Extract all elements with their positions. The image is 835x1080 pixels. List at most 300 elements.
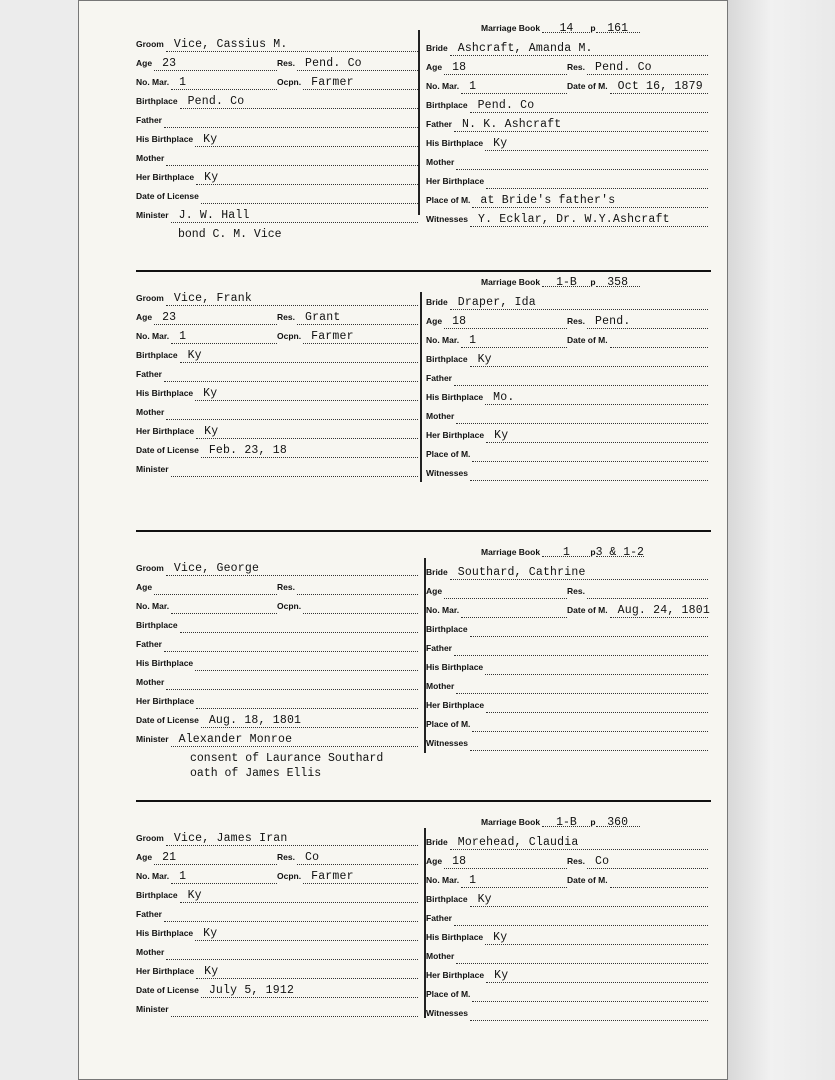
groom-date-of-license xyxy=(136,445,418,458)
groom-father-line xyxy=(164,369,418,382)
bride-age-label: Age xyxy=(426,316,443,326)
bride-no-mar-label: No. Mar. xyxy=(426,875,460,885)
bride-date-of-marriage xyxy=(567,605,708,618)
groom-her-birthplace xyxy=(136,426,418,439)
bride-her-birthplace-line xyxy=(486,700,708,713)
bride-father xyxy=(426,119,708,132)
groom-age-row xyxy=(136,55,418,71)
marriage-book-number: 1-B xyxy=(542,276,590,287)
bride-name-label: Bride xyxy=(426,297,448,307)
bride-no-mar-label: No. Mar. xyxy=(426,605,460,615)
bride-mother-row xyxy=(426,154,708,170)
bride-witnesses xyxy=(426,1008,708,1021)
groom-name xyxy=(136,39,418,52)
groom-birthplace-label: Birthplace xyxy=(136,350,178,360)
groom-res-label: Res. xyxy=(277,312,295,322)
bride-age-label: Age xyxy=(426,586,443,596)
groom-license-row xyxy=(136,982,418,998)
bride-mar-row xyxy=(426,78,708,94)
bride-birthplace-value: Ky xyxy=(477,353,492,366)
groom-age xyxy=(136,312,277,325)
bride-place-row xyxy=(426,192,708,208)
groom-date-of-license-line xyxy=(201,985,418,998)
bride-witnesses-line xyxy=(470,1008,708,1021)
groom-her-birthplace-line xyxy=(196,966,418,979)
bride-age-line xyxy=(444,316,567,329)
groom-birthplace-label: Birthplace xyxy=(136,890,178,900)
column-divider xyxy=(420,292,422,482)
bride-mother-row xyxy=(426,408,708,424)
groom-no-mar xyxy=(136,601,277,614)
groom-his-birthplace-row xyxy=(136,385,418,401)
bride-res xyxy=(567,62,708,75)
groom-minister-value: J. W. Hall xyxy=(178,209,250,222)
marriage-book-label: Marriage Book xyxy=(481,817,541,827)
bride-mother-line xyxy=(456,951,708,964)
bride-birthplace-value: Pend. Co xyxy=(477,99,535,112)
groom-no-mar-line xyxy=(171,331,277,344)
bride-row xyxy=(426,294,708,310)
groom-his-birthplace-line xyxy=(195,134,418,147)
bride-date-of-marriage-label: Date of M. xyxy=(567,875,608,885)
groom-name xyxy=(136,833,418,846)
bride-his-birthplace-label: His Birthplace xyxy=(426,138,484,148)
groom-no-mar xyxy=(136,77,277,90)
bride-res-label: Res. xyxy=(567,856,585,866)
bride-mother-row xyxy=(426,948,708,964)
bride-age xyxy=(426,856,567,869)
bride-name xyxy=(426,43,708,56)
groom-father-line xyxy=(164,909,418,922)
bride-age xyxy=(426,586,567,599)
bride-her-birthplace-row xyxy=(426,427,708,443)
bride-birthplace-line xyxy=(470,624,708,637)
bride-his-birthplace xyxy=(426,662,708,675)
bride-her-birthplace-row xyxy=(426,173,708,189)
bride-father-row xyxy=(426,370,708,386)
groom-his-birthplace-label: His Birthplace xyxy=(136,658,194,668)
groom-minister-label: Minister xyxy=(136,1004,169,1014)
groom-mother-label: Mother xyxy=(136,947,165,957)
groom-res-value: Grant xyxy=(304,311,341,324)
groom-ocpn-value: Farmer xyxy=(311,76,354,89)
groom-no-mar-line xyxy=(171,77,277,90)
record-divider xyxy=(136,800,711,802)
bride-witnesses-row xyxy=(426,211,708,227)
bride-mother xyxy=(426,951,708,964)
bride-birthplace xyxy=(426,354,708,367)
groom-date-of-license xyxy=(136,715,418,728)
groom-minister-label: Minister xyxy=(136,734,169,744)
bride-name-value: Morehead, Claudia xyxy=(457,836,579,849)
groom-age-label: Age xyxy=(136,852,153,862)
groom-mar-row xyxy=(136,328,418,344)
groom-mother xyxy=(136,947,418,960)
bride-name-line xyxy=(450,43,708,56)
bride-no-mar-label: No. Mar. xyxy=(426,81,460,91)
groom-father xyxy=(136,909,418,922)
bride-her-birthplace-value: Ky xyxy=(494,429,509,442)
groom-age-value: 23 xyxy=(162,57,177,70)
bride-mother-line xyxy=(456,411,708,424)
bride-mother-label: Mother xyxy=(426,951,455,961)
groom-no-mar-label: No. Mar. xyxy=(136,871,170,881)
bride-res-value: Pend. Co xyxy=(594,61,652,74)
bride-father-value: N. K. Ashcraft xyxy=(461,118,562,131)
bride-mother xyxy=(426,411,708,424)
groom-no-mar xyxy=(136,871,277,884)
groom-birthplace xyxy=(136,96,418,109)
bride-father-label: Father xyxy=(426,913,452,923)
groom-date-of-license-label: Date of License xyxy=(136,985,199,995)
groom-age-value: 23 xyxy=(162,311,177,324)
groom-name xyxy=(136,293,418,306)
bride-his-birthplace-line xyxy=(485,138,708,151)
groom-row xyxy=(136,36,418,52)
bride-her-birthplace-row xyxy=(426,967,708,983)
bride-date-of-marriage-value: Aug. 24, 1801 xyxy=(617,604,710,617)
bride-witnesses-row xyxy=(426,1005,708,1021)
groom-her-birthplace xyxy=(136,172,418,185)
bride-res xyxy=(567,586,708,599)
bride-age-row xyxy=(426,313,708,329)
column-divider xyxy=(418,30,420,215)
groom-no-mar-value: 1 xyxy=(179,330,187,343)
groom-no-mar-label: No. Mar. xyxy=(136,331,170,341)
bride-place-of-marriage xyxy=(426,195,708,208)
groom-minister-line xyxy=(171,734,418,747)
groom-his-birthplace-row xyxy=(136,131,418,147)
groom-his-birthplace-row xyxy=(136,925,418,941)
groom-res-value: Pend. Co xyxy=(304,57,362,70)
bride-name-value: Draper, Ida xyxy=(457,296,536,309)
bride-her-birthplace-label: Her Birthplace xyxy=(426,176,485,186)
groom-minister-row xyxy=(136,731,418,747)
groom-ocpn xyxy=(277,871,418,884)
groom-age xyxy=(136,58,277,71)
groom-date-of-license-value: Aug. 18, 1801 xyxy=(208,714,302,727)
bride-birthplace xyxy=(426,624,708,637)
bride-date-of-marriage-label: Date of M. xyxy=(567,605,608,615)
groom-birthplace-line xyxy=(180,350,418,363)
groom-minister-row xyxy=(136,207,418,223)
bride-mar-row xyxy=(426,872,708,888)
bride-age-value: 18 xyxy=(452,61,467,74)
bride-his-birthplace-line xyxy=(485,932,708,945)
bride-his-birthplace-row xyxy=(426,929,708,945)
groom-her-birthplace-label: Her Birthplace xyxy=(136,696,195,706)
groom-his-birthplace-label: His Birthplace xyxy=(136,928,194,938)
groom-age-line xyxy=(154,58,277,71)
bride-father-line xyxy=(454,373,708,386)
groom-mother-row xyxy=(136,674,418,690)
page-number: 358 xyxy=(596,276,640,287)
groom-name-label: Groom xyxy=(136,39,164,49)
groom-his-birthplace xyxy=(136,928,418,941)
record-note: oath of James Ellis xyxy=(190,767,322,780)
groom-her-birthplace-label: Her Birthplace xyxy=(136,172,195,182)
groom-ocpn-value: Farmer xyxy=(311,330,354,343)
groom-res-label: Res. xyxy=(277,582,295,592)
bride-father-label: Father xyxy=(426,373,452,383)
bride-place-of-marriage-label: Place of M. xyxy=(426,449,471,459)
bride-age-row xyxy=(426,853,708,869)
bride-her-birthplace-row xyxy=(426,697,708,713)
groom-res-line xyxy=(297,852,418,865)
bride-his-birthplace-value: Mo. xyxy=(493,391,515,404)
groom-birthplace-value: Ky xyxy=(187,889,202,902)
groom-res-label: Res. xyxy=(277,58,295,68)
bride-res-line xyxy=(587,62,708,75)
groom-minister-label: Minister xyxy=(136,464,169,474)
groom-father xyxy=(136,115,418,128)
bride-name xyxy=(426,837,708,850)
groom-birthplace-value: Ky xyxy=(187,349,202,362)
bride-place-row xyxy=(426,986,708,1002)
groom-birthplace-line xyxy=(180,620,418,633)
bride-place-row xyxy=(426,446,708,462)
bride-date-of-marriage-line xyxy=(610,875,708,888)
scan-right-margin xyxy=(728,0,835,1080)
bride-her-birthplace-line xyxy=(486,176,708,189)
bride-birthplace-line xyxy=(470,100,708,113)
bride-birthplace-row xyxy=(426,621,708,637)
groom-ocpn xyxy=(277,77,418,90)
bride-her-birthplace-label: Her Birthplace xyxy=(426,700,485,710)
groom-minister-row xyxy=(136,1001,418,1017)
groom-his-birthplace xyxy=(136,658,418,671)
bride-mother-label: Mother xyxy=(426,681,455,691)
bride-her-birthplace-line xyxy=(486,970,708,983)
groom-age-row xyxy=(136,309,418,325)
groom-her-birthplace-line xyxy=(196,426,418,439)
bride-her-birthplace xyxy=(426,970,708,983)
bride-witnesses-row xyxy=(426,465,708,481)
groom-father-line xyxy=(164,639,418,652)
groom-name-label: Groom xyxy=(136,293,164,303)
groom-father-row xyxy=(136,636,418,652)
groom-her-birthplace-value: Ky xyxy=(204,965,219,978)
bride-mother-label: Mother xyxy=(426,157,455,167)
groom-name-line xyxy=(166,833,418,846)
bride-no-mar xyxy=(426,81,567,94)
groom-his-birthplace-line xyxy=(195,388,418,401)
bride-no-mar-line xyxy=(461,335,567,348)
groom-ocpn-line xyxy=(303,601,418,614)
groom-name-value: Vice, Cassius M. xyxy=(173,38,288,51)
groom-mar-row xyxy=(136,598,418,614)
bride-witnesses-label: Witnesses xyxy=(426,738,468,748)
bride-date-of-marriage-value: Oct 16, 1879 xyxy=(617,80,703,93)
groom-res-value: Co xyxy=(304,851,320,864)
bride-name-label: Bride xyxy=(426,837,448,847)
groom-date-of-license xyxy=(136,985,418,998)
groom-mar-row xyxy=(136,74,418,90)
page-label: p xyxy=(590,547,596,557)
bride-place-row xyxy=(426,716,708,732)
groom-minister xyxy=(136,1004,418,1017)
groom-ocpn-line xyxy=(303,331,418,344)
groom-mother xyxy=(136,153,418,166)
groom-minister xyxy=(136,734,418,747)
groom-minister xyxy=(136,210,418,223)
bride-father-row xyxy=(426,640,708,656)
groom-minister-label: Minister xyxy=(136,210,169,220)
groom-his-birthplace-value: Ky xyxy=(203,133,218,146)
groom-age-value: 21 xyxy=(162,851,177,864)
groom-minister-line xyxy=(171,210,418,223)
bride-witnesses-value: Y. Ecklar, Dr. W.Y.Ashcraft xyxy=(477,213,670,226)
bride-his-birthplace-row xyxy=(426,135,708,151)
bride-his-birthplace-line xyxy=(485,392,708,405)
groom-ocpn xyxy=(277,601,418,614)
marriage-book-label: Marriage Book xyxy=(481,547,541,557)
groom-name-line xyxy=(166,293,418,306)
bride-no-mar-line xyxy=(461,81,567,94)
bride-place-of-marriage-line xyxy=(472,449,708,462)
bride-his-birthplace-value: Ky xyxy=(493,137,508,150)
bride-res-line xyxy=(587,316,708,329)
groom-birthplace xyxy=(136,620,418,633)
groom-no-mar-line xyxy=(171,601,277,614)
groom-birthplace-row xyxy=(136,617,418,633)
groom-father-label: Father xyxy=(136,909,162,919)
groom-her-birthplace-label: Her Birthplace xyxy=(136,966,195,976)
bride-witnesses-line xyxy=(470,738,708,751)
bride-witnesses-line xyxy=(470,214,708,227)
bride-place-of-marriage-line xyxy=(472,195,708,208)
bride-his-birthplace xyxy=(426,392,708,405)
groom-birthplace-row xyxy=(136,887,418,903)
groom-name xyxy=(136,563,418,576)
groom-mother-row xyxy=(136,944,418,960)
bride-witnesses-label: Witnesses xyxy=(426,1008,468,1018)
bride-birthplace-label: Birthplace xyxy=(426,624,468,634)
groom-mother-line xyxy=(166,153,418,166)
bride-name-line xyxy=(450,837,708,850)
bride-row xyxy=(426,40,708,56)
groom-res-line xyxy=(297,582,418,595)
groom-father xyxy=(136,369,418,382)
groom-mother-line xyxy=(166,677,418,690)
bride-no-mar xyxy=(426,875,567,888)
groom-mother-line xyxy=(166,947,418,960)
groom-row xyxy=(136,830,418,846)
groom-his-birthplace-value: Ky xyxy=(203,927,218,940)
bride-res xyxy=(567,316,708,329)
bride-res-line xyxy=(587,856,708,869)
groom-birthplace-line xyxy=(180,890,418,903)
groom-ocpn-label: Ocpn. xyxy=(277,331,302,341)
groom-name-line xyxy=(166,563,418,576)
groom-his-birthplace-line xyxy=(195,928,418,941)
groom-his-birthplace xyxy=(136,388,418,401)
groom-birthplace xyxy=(136,890,418,903)
bride-age-line xyxy=(444,62,567,75)
bride-name-line xyxy=(450,297,708,310)
groom-mother-label: Mother xyxy=(136,153,165,163)
bride-age xyxy=(426,316,567,329)
bride-her-birthplace-label: Her Birthplace xyxy=(426,430,485,440)
marriage-book-ref xyxy=(481,276,640,287)
groom-no-mar-value: 1 xyxy=(179,76,187,89)
groom-no-mar xyxy=(136,331,277,344)
bride-witnesses-row xyxy=(426,735,708,751)
page-label: p xyxy=(590,23,596,33)
groom-father-row xyxy=(136,366,418,382)
groom-license-row xyxy=(136,442,418,458)
groom-father-row xyxy=(136,112,418,128)
record-note: bond C. M. Vice xyxy=(178,228,282,241)
bride-place-of-marriage xyxy=(426,719,708,732)
groom-father-label: Father xyxy=(136,115,162,125)
bride-row xyxy=(426,834,708,850)
bride-birthplace-label: Birthplace xyxy=(426,354,468,364)
groom-her-birthplace-line xyxy=(196,696,418,709)
groom-no-mar-label: No. Mar. xyxy=(136,601,170,611)
bride-age xyxy=(426,62,567,75)
bride-date-of-marriage-label: Date of M. xyxy=(567,335,608,345)
groom-age-row xyxy=(136,849,418,865)
bride-birthplace-row xyxy=(426,97,708,113)
groom-age-label: Age xyxy=(136,58,153,68)
groom-no-mar-line xyxy=(171,871,277,884)
marriage-book-ref xyxy=(481,22,640,33)
bride-birthplace-line xyxy=(470,894,708,907)
bride-name-value: Southard, Cathrine xyxy=(457,566,586,579)
bride-place-of-marriage-value: at Bride's father's xyxy=(480,194,616,207)
bride-his-birthplace-row xyxy=(426,659,708,675)
bride-res-value: Pend. xyxy=(594,315,631,328)
groom-birthplace-label: Birthplace xyxy=(136,620,178,630)
groom-res-line xyxy=(297,58,418,71)
bride-witnesses xyxy=(426,468,708,481)
bride-place-of-marriage xyxy=(426,989,708,1002)
page-number: 3 & 1-2 xyxy=(595,546,644,559)
bride-her-birthplace xyxy=(426,430,708,443)
bride-name xyxy=(426,297,708,310)
bride-date-of-marriage xyxy=(567,875,708,888)
bride-birthplace-label: Birthplace xyxy=(426,894,468,904)
groom-age-label: Age xyxy=(136,312,153,322)
bride-res-line xyxy=(587,586,708,599)
groom-ocpn-line xyxy=(303,871,418,884)
groom-her-birthplace-value: Ky xyxy=(204,425,219,438)
bride-no-mar xyxy=(426,605,567,618)
bride-birthplace-line xyxy=(470,354,708,367)
bride-date-of-marriage-line xyxy=(610,81,708,94)
groom-minister-line xyxy=(171,464,418,477)
bride-place-of-marriage-label: Place of M. xyxy=(426,719,471,729)
groom-mother-label: Mother xyxy=(136,407,165,417)
groom-ocpn-label: Ocpn. xyxy=(277,871,302,881)
groom-birthplace-line xyxy=(180,96,418,109)
groom-mother-line xyxy=(166,407,418,420)
bride-age-line xyxy=(444,586,567,599)
groom-his-birthplace-value: Ky xyxy=(203,387,218,400)
record-note: consent of Laurance Southard xyxy=(190,752,384,765)
groom-ocpn-label: Ocpn. xyxy=(277,77,302,87)
bride-res-label: Res. xyxy=(567,62,585,72)
groom-age-line xyxy=(154,582,277,595)
bride-his-birthplace-label: His Birthplace xyxy=(426,662,484,672)
bride-no-mar-label: No. Mar. xyxy=(426,335,460,345)
groom-minister-line xyxy=(171,1004,418,1017)
groom-birthplace-value: Pend. Co xyxy=(187,95,245,108)
bride-date-of-marriage xyxy=(567,81,708,94)
page-number: 360 xyxy=(596,816,640,827)
marriage-book-ref xyxy=(481,546,644,557)
